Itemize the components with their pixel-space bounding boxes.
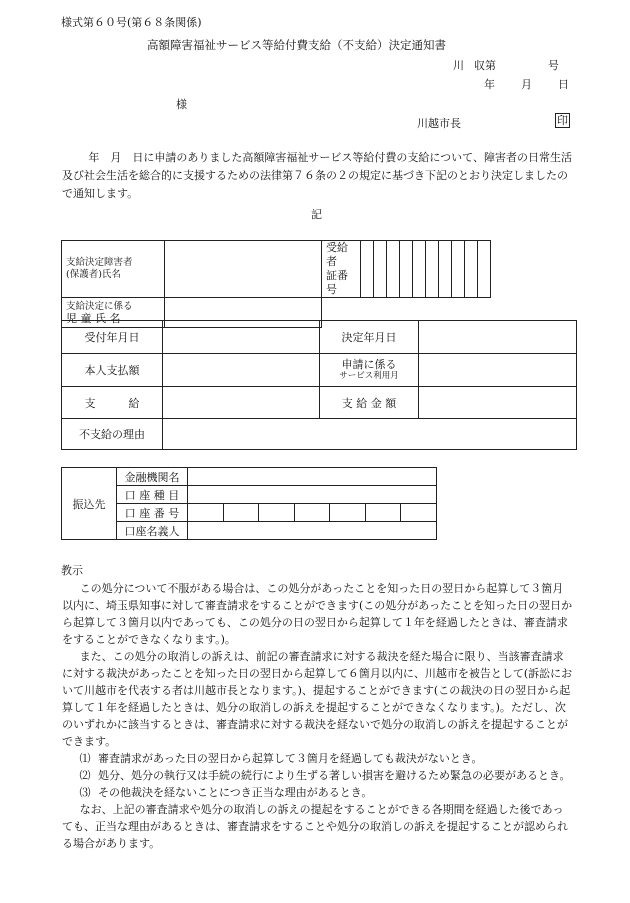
seal-mark: 印 [557, 114, 568, 127]
addressee-suffix: 様 [176, 98, 187, 111]
account-digit-cell [330, 504, 366, 522]
child-name-label: 支給決定に係る 児 童 氏 名 [62, 298, 165, 328]
instruction-paragraph-3: なお、上記の審査請求や処分の取消しの訴えの提起をすることができる各期間を経過した後であっても、正当な理由があるときは、審査請求をすることや処分の取消しの訴えを提起することが認められる場合があります。 [62, 803, 568, 850]
account-type-label: 口 座 種 目 [117, 486, 188, 504]
account-holder-label: 口座名義人 [117, 522, 188, 540]
cert-digit-cell [426, 241, 439, 298]
transfer-destination-label: 振込先 [62, 468, 117, 540]
instruction-heading: 教示 [61, 564, 83, 577]
cert-digit-cell [400, 241, 413, 298]
recipient-table [61, 240, 491, 328]
self-pay-label: 本人支払額 [62, 354, 163, 387]
self-pay-value [163, 354, 320, 387]
instruction-item: ⑴ 審査請求があった日の翌日から起算して３箇月を経過しても裁決がないとき。 [79, 752, 483, 765]
account-holder-value [188, 522, 437, 540]
cert-digit-cell [387, 241, 400, 298]
form-number: 様式第６０号(第６８条関係) [61, 16, 202, 29]
cert-digit-cell [465, 241, 478, 298]
bank-name-label: 金融機関名 [117, 468, 188, 486]
instruction-paragraph-2: また、この処分の取消しの訴えは、前記の審査請求に対する裁決を経た場合に限り、当該審査請求に対する裁決があったことを知った日の翌日から起算して６箇月以内に、川越市を被告として(訴訟において川越市を代表する者は川越市長となります。)、提起することができます(この裁決の日の翌日から起算して１年を経過したときは、処分の取消しの訴えを提起することができなくなります。)。ただし、次のいずれかに該当するときは、審査請求に対する裁決を経ないで処分の取消しの訴えを提起することができます。 [62, 650, 573, 748]
non-payment-reason-value [163, 419, 577, 450]
certificate-number-label: 受給者 証番号 [322, 241, 361, 298]
instruction-item: ⑵ 処分、処分の執行又は手続の続行により生ずる著しい損害を避けるため緊急の必要があるとき。 [79, 769, 571, 782]
account-digit-cell [188, 504, 224, 522]
cert-digit-cell [439, 241, 452, 298]
payment-amount-label: 支 給 金 額 [320, 387, 419, 419]
non-payment-reason-label: 不支給の理由 [62, 419, 163, 450]
service-month-value [419, 354, 577, 387]
instruction-body [62, 580, 574, 852]
guardian-name-value [165, 241, 322, 298]
document-title: 高額障害福祉サービス等給付費支給（不支給）決定通知書 [147, 38, 446, 52]
receipt-date-label: 受付年月日 [62, 321, 163, 354]
decision-date-value [419, 321, 577, 354]
cert-digit-cell [452, 241, 465, 298]
decision-date-label: 決定年月日 [320, 321, 419, 354]
cert-digit-cell [478, 241, 491, 298]
ki-marker: 記 [311, 208, 322, 221]
bank-transfer-table [61, 467, 437, 540]
account-type-value [188, 486, 437, 504]
document-number: 川 収第 号 [453, 59, 559, 72]
account-digit-cell [401, 504, 437, 522]
account-digit-cell [294, 504, 330, 522]
instruction-paragraph-1: この処分について不服がある場合は、この処分があったことを知った日の翌日から起算して３箇月以内に、埼玉県知事に対して審査請求をすることができます(この処分があったことを知った日の翌日から起算して３箇月以内であっても、この処分の日の翌日から起算して１年を経過したときは、審査請求をすることができなくなります。)。 [62, 582, 573, 646]
cert-digit-cell [361, 241, 374, 298]
intro-paragraph: 年 月 日に申請のありました高額障害福祉サービス等給付費の支給について、障害者の日常生活及び社会生活を総合的に支援するための法律第７６条の２の規定に基づき下記のとおり決定しましたので通知します。 [62, 151, 572, 200]
account-number-label: 口 座 番 号 [117, 504, 188, 522]
account-digit-cell [223, 504, 259, 522]
payment-value [163, 387, 320, 419]
payment-label: 支 給 [62, 387, 163, 419]
instruction-item: ⑶ その他裁決を経ないことにつき正当な理由があるとき。 [79, 786, 373, 799]
payment-amount-value [419, 387, 577, 419]
guardian-name-label: 支給決定障害者 (保護者)氏名 [62, 241, 165, 298]
account-digit-cell [365, 504, 401, 522]
cert-digit-cell [413, 241, 426, 298]
receipt-date-value [163, 321, 320, 354]
service-month-label: 申請に係る サービス利用月 [320, 354, 419, 387]
payment-table [61, 320, 577, 450]
account-digit-cell [259, 504, 295, 522]
bank-name-value [188, 468, 437, 486]
issue-date: 年 月 日 [484, 78, 569, 91]
cert-digit-cell [374, 241, 387, 298]
issuer-name: 川越市長 [417, 117, 461, 130]
